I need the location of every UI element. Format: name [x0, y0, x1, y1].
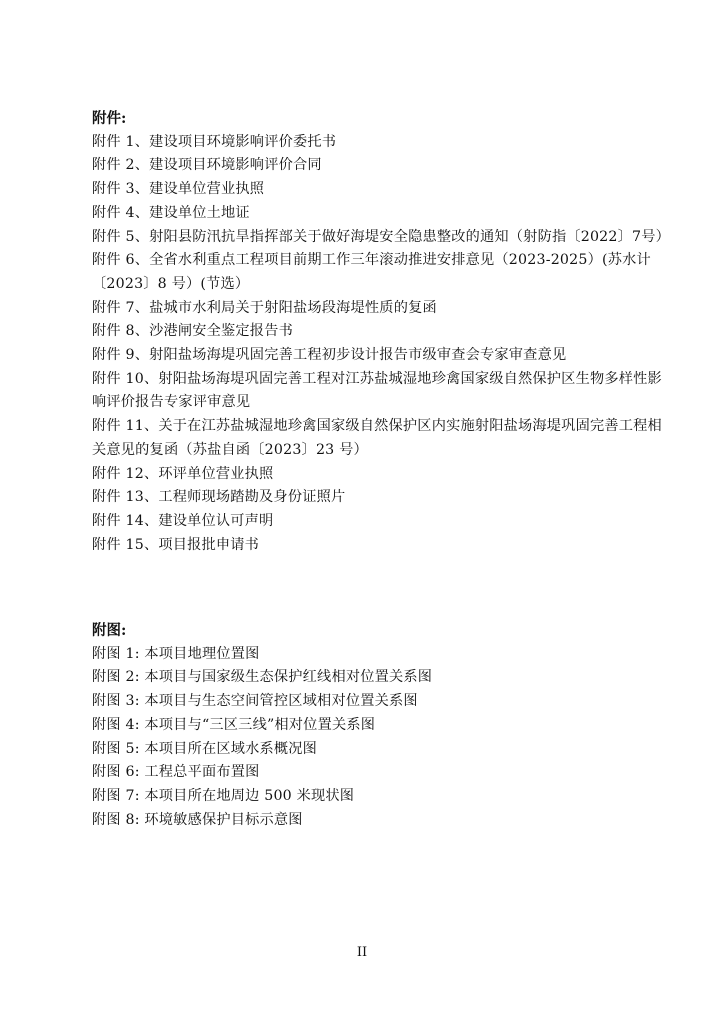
attachment-item-14: 附件 14、建设单位认可声明: [92, 512, 274, 529]
attachment-item-3: 附件 3、建设单位营业执照: [92, 181, 265, 198]
attachment-item-8: 附件 8、沙港闸安全鉴定报告书: [92, 323, 293, 340]
figure-item-7: 附图 7: 本项目所在地周边 500 米现状图: [92, 787, 355, 804]
figure-item-5: 附图 5: 本项目所在区域水系概况图: [92, 740, 318, 757]
figures-section: [92, 619, 672, 832]
attachment-item-2: 附件 2、建设项目环境影响评价合同: [92, 157, 322, 174]
attachments-section: [92, 107, 672, 557]
attachments-heading: 附件:: [92, 110, 127, 127]
attachment-item-5: 附件 5、射阳县防汛抗旱指挥部关于做好海堤安全隐患整改的通知（射防指〔2022〕7号）: [92, 228, 671, 245]
figure-item-3: 附图 3: 本项目与生态空间管控区域相对位置关系图: [92, 693, 418, 710]
attachment-item-13: 附件 13、工程师现场踏勘及身份证照片: [92, 489, 346, 506]
attachment-item-10: 附件 10、射阳盐场海堤巩固完善工程对江苏盐城湿地珍禽国家级自然保护区生物多样性影响评价报告专家评审意见: [92, 370, 662, 411]
attachment-item-7: 附件 7、盐城市水利局关于射阳盐场段海堤性质的复函: [92, 299, 437, 316]
attachment-item-6: 附件 6、全省水利重点工程项目前期工作三年滚动推进安排意见（2023-2025）(苏水计〔2023〕8 号）(节选）: [92, 252, 651, 292]
attachment-item-15: 附件 15、项目报批申请书: [92, 536, 260, 553]
attachment-item-4: 附件 4、建设单位土地证: [92, 204, 250, 221]
attachment-item-1: 附件 1、建设项目环境影响评价委托书: [92, 133, 337, 150]
figures-heading: 附图:: [92, 622, 127, 639]
figure-item-2: 附图 2: 本项目与国家级生态保护红线相对位置关系图: [92, 669, 433, 686]
attachment-item-12: 附件 12、环评单位营业执照: [92, 465, 274, 482]
figure-item-4: 附图 4: 本项目与“三区三线”相对位置关系图: [92, 716, 376, 733]
figure-item-8: 附图 8: 环境敏感保护目标示意图: [92, 811, 303, 828]
figure-item-6: 附图 6: 工程总平面布置图: [92, 764, 260, 781]
figure-item-1: 附图 1: 本项目地理位置图: [92, 645, 260, 662]
attachment-item-9: 附件 9、射阳盐场海堤巩固完善工程初步设计报告市级审查会专家审查意见: [92, 347, 567, 364]
page-number: II: [356, 945, 368, 960]
attachment-item-11: 附件 11、关于在江苏盐城湿地珍禽国家级自然保护区内实施射阳盐场海堤巩固完善工程相关意见的复函（苏盐自函〔2023〕23 号）: [92, 418, 662, 458]
